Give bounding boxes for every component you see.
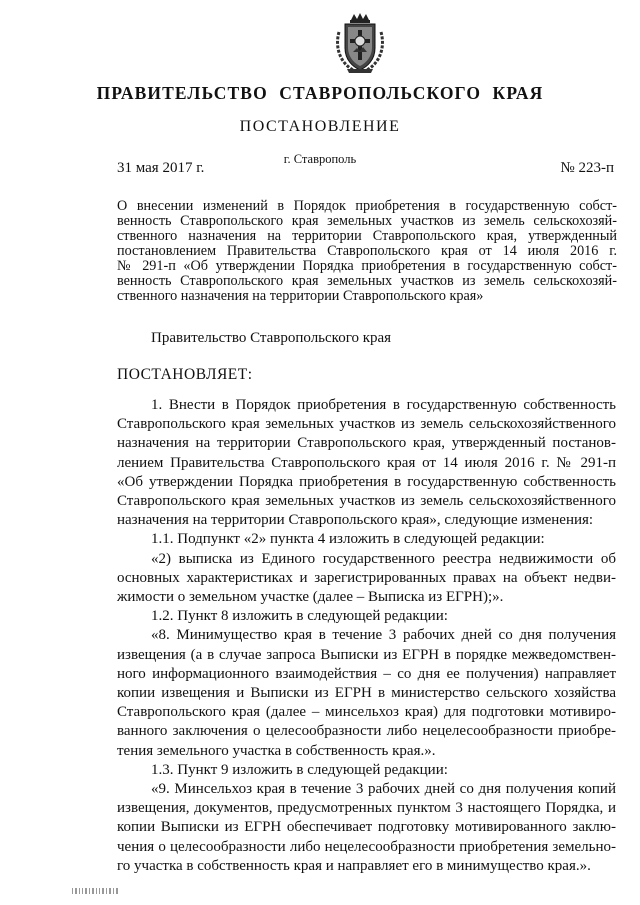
body-line: го участка в собственность края и направляет его в минимущество края.». <box>117 857 591 874</box>
preamble: Правительство Ставропольского края <box>151 330 392 346</box>
body-line: назначения на территории Ставропольского края», следующие изменения: <box>117 512 594 529</box>
body-line: «8. Минимущество края в течение 3 рабочих дней со дня получения <box>151 627 616 644</box>
government-title: ПРАВИТЕЛЬСТВО СТАВРОПОЛЬСКОГО КРАЯ <box>96 83 544 103</box>
subject-line: ственного назначения на территории Ставропольского края, утвержденный <box>117 228 617 244</box>
body-line: 1.2. Пункт 8 изложить в следующей редакции: <box>151 608 448 625</box>
body-line: назначения на территории Ставропольского края, утвержденный постанов- <box>117 435 616 452</box>
subject-line: ственного назначения на территории Ставропольского края» <box>117 288 484 304</box>
body-line: Ставропольского края (далее – минсельхоз края) для подготовки мотивиро- <box>117 704 616 721</box>
body-line: «Об утверждении Порядка приобретения в государственную собственность <box>117 473 616 490</box>
body-line: чения о целесообразности либо нецелесообразности приобретения земельно- <box>117 838 616 855</box>
barcode-mark-icon <box>72 888 120 894</box>
subject-line: венность Ставропольского края земельных участков из земель сельскохозяй- <box>117 213 617 229</box>
subject-line: О внесении изменений в Порядок приобретения в государственную собст- <box>117 198 617 214</box>
body-line: 1.3. Пункт 9 изложить в следующей редакции: <box>151 761 448 778</box>
body-line: извещения, документов, предусмотренных пунктом 3 настоящего Порядка, и <box>117 800 616 817</box>
document-number: № 223-п <box>560 160 614 176</box>
body-text <box>117 396 616 876</box>
body-line: «2) выписка из Единого государственного реестра недвижимости об <box>151 550 616 567</box>
body-line: основных характеристиках и зарегистрированных правах на объект недви- <box>117 569 616 586</box>
body-line: жимости о земельном участке (далее – Выписка из ЕГРН);». <box>117 589 504 606</box>
body-line: «9. Минсельхоз края в течение 3 рабочих дней со дня получения копий <box>151 781 616 798</box>
body-line: Ставропольского края земельных участков из земель сельскохозяйственного <box>117 493 616 510</box>
subject-line: № 291-п «Об утверждении Порядка приобретения в государственную собст- <box>117 258 617 274</box>
body-line: лением Правительства Ставропольского края от 14 июля 2016 г. № 291-п <box>117 454 616 471</box>
body-line: копии Выписки из ЕГРН обеспечивает подготовку мотивированного заклю- <box>117 819 616 836</box>
body-line: Ставропольского края земельных участков из земель сельскохозяйственного <box>117 416 616 433</box>
resolves-heading: ПОСТАНОВЛЯЕТ: <box>117 366 253 383</box>
subject-line: постановлением Правительства Ставропольского края от 14 июля 2016 г. <box>117 243 617 259</box>
body-line: ного информационного взаимодействия – со дня ее получения) направляет <box>117 665 616 682</box>
document-city: г. Ставрополь <box>283 152 357 166</box>
body-line: 1.1. Подпункт «2» пункта 4 изложить в следующей редакции: <box>151 531 545 548</box>
body-line: 1. Внести в Порядок приобретения в государственную собственность <box>151 397 616 413</box>
subject-line: венность Ставропольского края земельных участков из земель сельскохозяй- <box>117 273 617 289</box>
subject-block <box>117 199 617 304</box>
coat-of-arms-icon <box>333 12 387 74</box>
body-line: извещения (а в случае запроса Выписки из ЕГРН в порядке межведомствен- <box>117 646 616 663</box>
document-date: 31 мая 2017 г. <box>117 160 205 176</box>
document-type: ПОСТАНОВЛЕНИЕ <box>239 118 401 135</box>
body-line: тения земельного участка в собственность края.». <box>117 742 436 759</box>
body-line: копии извещения и Выписки из ЕГРН в министерство сельского хозяйства <box>117 685 616 702</box>
body-line: ванного заключения о целесообразности либо нецелесообразности приобре- <box>117 723 616 740</box>
